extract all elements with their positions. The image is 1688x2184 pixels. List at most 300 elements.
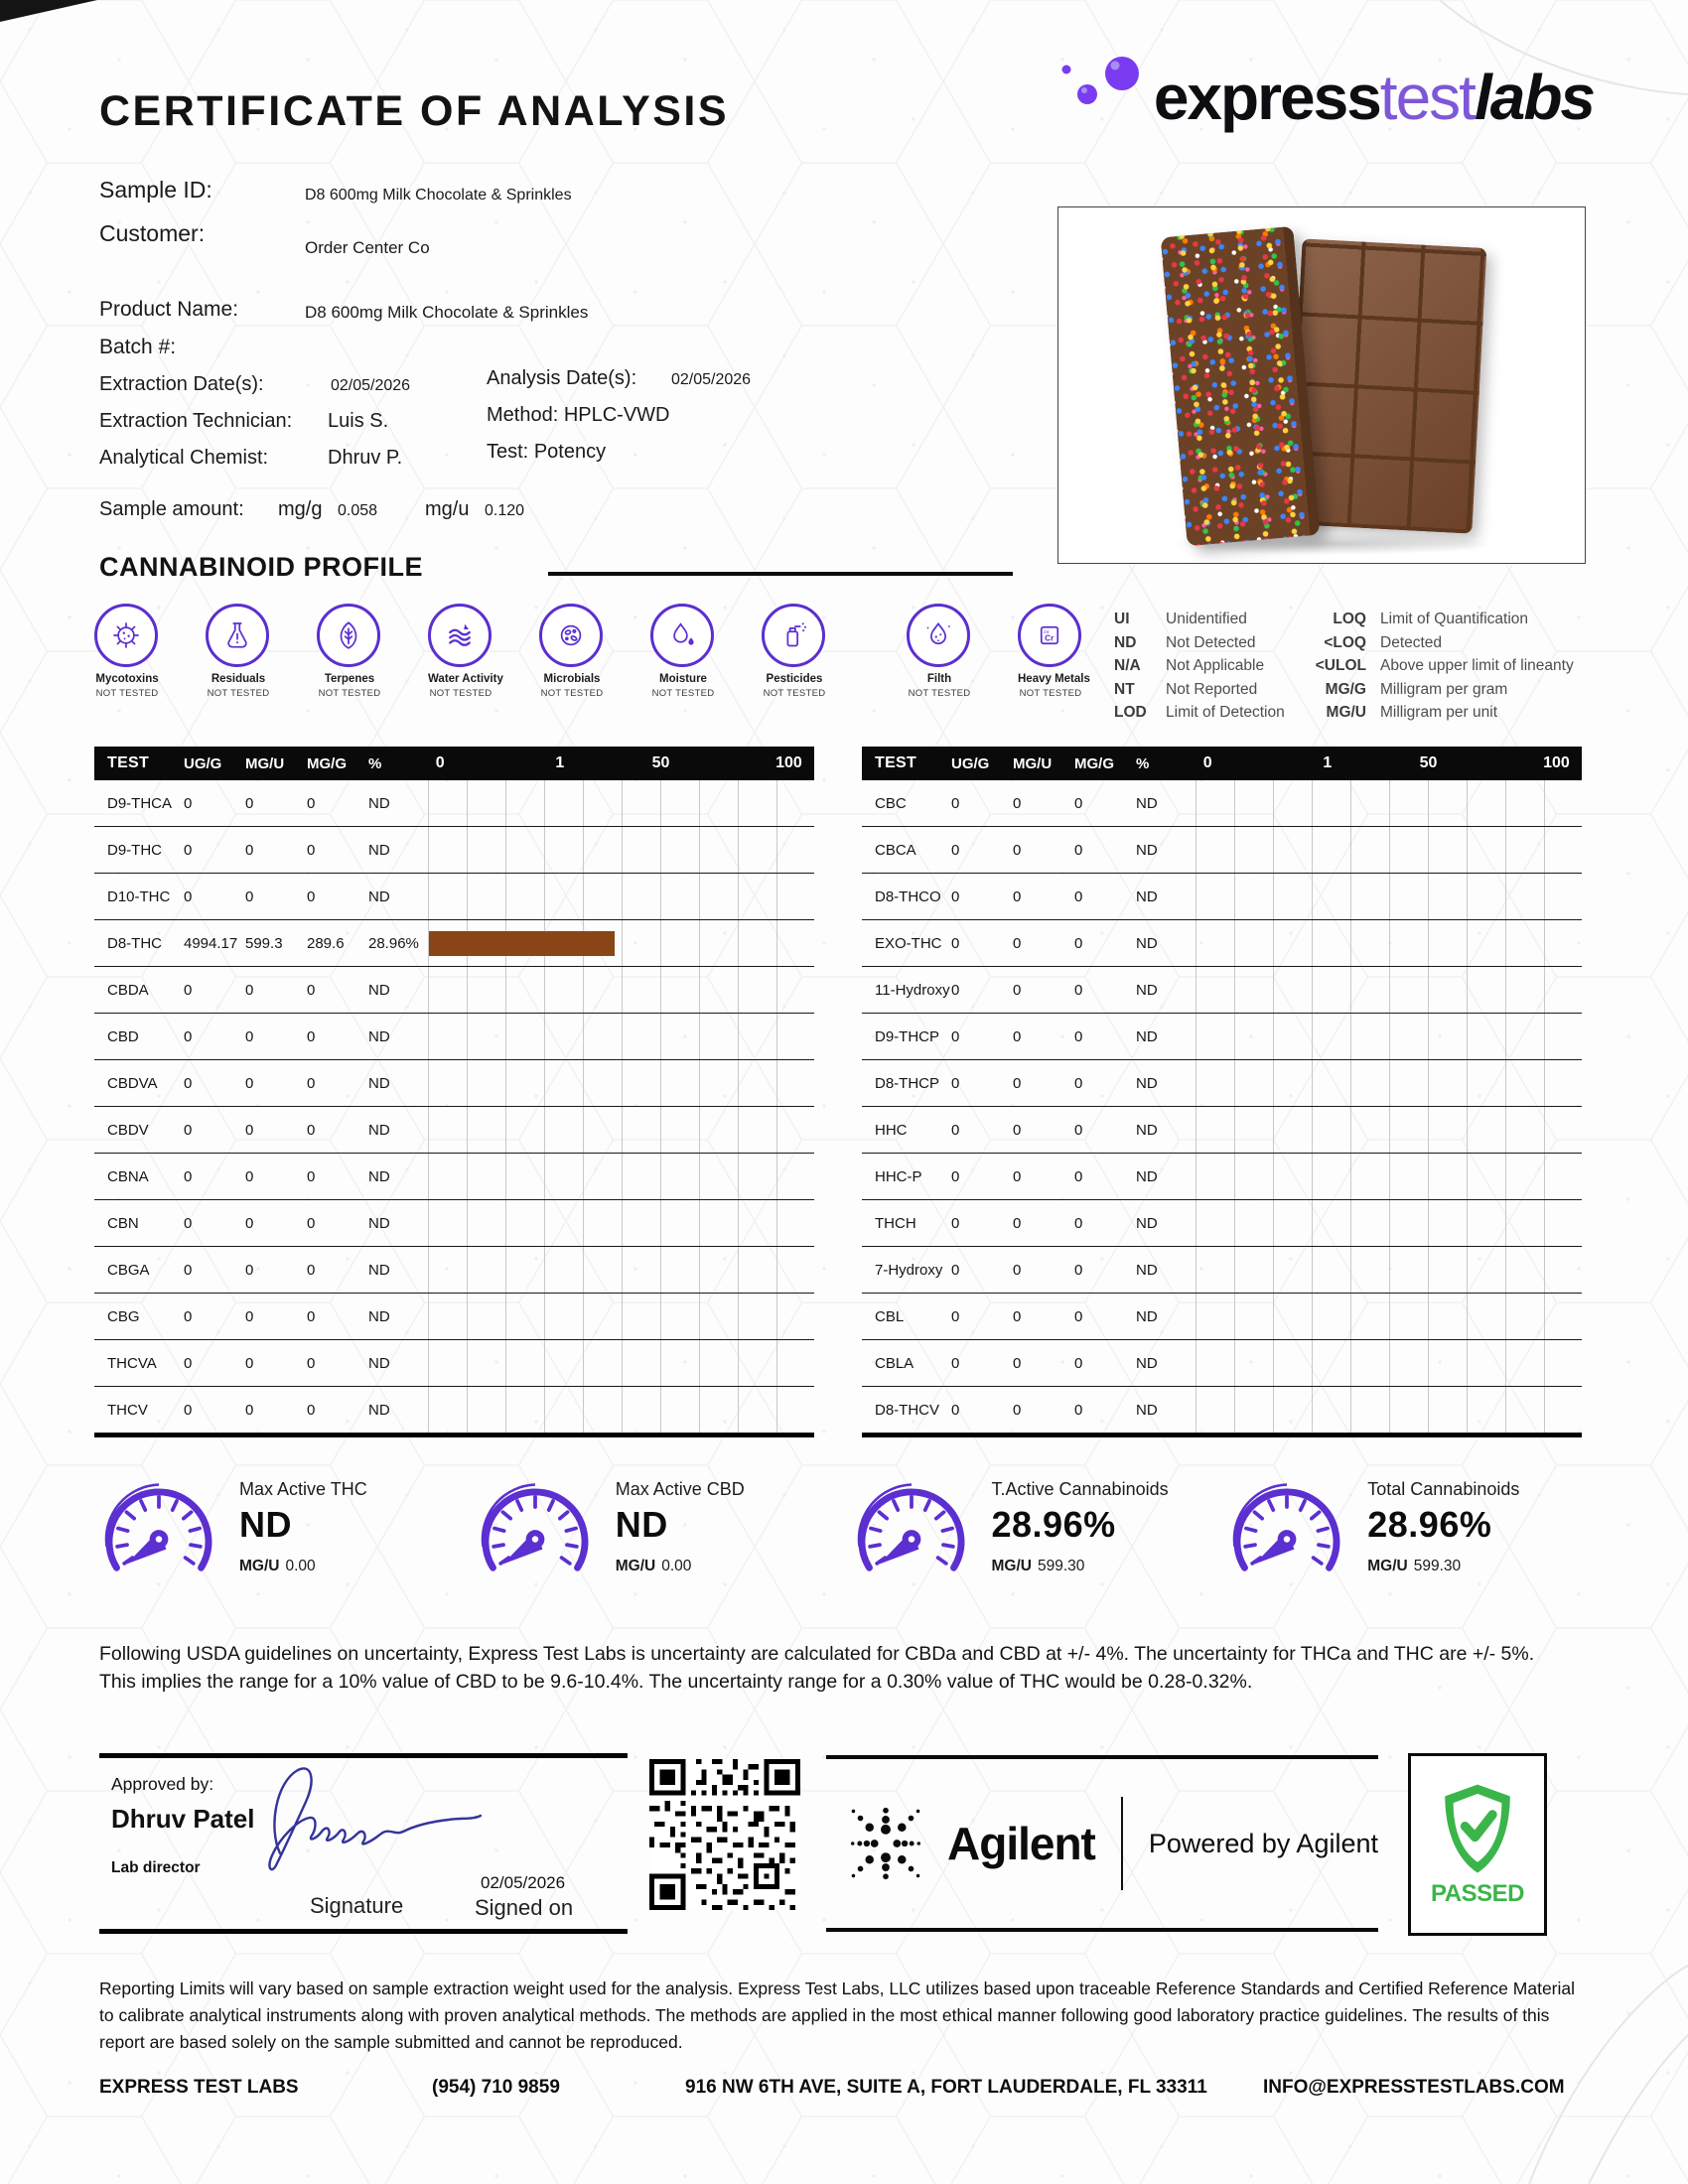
table-row <box>94 920 814 967</box>
profile-icon-residuals: Residuals NOT TESTED <box>206 604 271 699</box>
percent-value: 28.96% <box>368 934 419 952</box>
mgu-value: 0 <box>245 981 254 999</box>
analysis-date-value: 02/05/2026 <box>671 371 752 388</box>
mgu-value: 0 <box>1013 1074 1022 1092</box>
bar-track <box>428 827 814 873</box>
percent-value: ND <box>368 1074 390 1092</box>
moisture-droplets-icon <box>650 604 714 667</box>
mgg-label: mg/g <box>278 498 323 520</box>
legend-desc: Detected <box>1380 633 1443 651</box>
mycotoxins-icon <box>94 604 158 667</box>
method-value: HPLC-VWD <box>563 404 670 426</box>
test-name: CBD <box>107 1027 139 1045</box>
mgg-value: 0 <box>1074 1121 1083 1139</box>
test-name: CBDV <box>107 1121 149 1139</box>
legend-abbr: MG/G <box>1325 680 1366 698</box>
ugg-value: 0 <box>951 1214 960 1232</box>
test-name: EXO-THC <box>875 934 942 952</box>
gauge-value: ND <box>239 1504 292 1545</box>
summary-gauges <box>94 1477 1599 1591</box>
approver-name: Dhruv Patel <box>111 1804 255 1834</box>
result-bar <box>429 931 615 956</box>
percent-value: ND <box>1136 1401 1158 1419</box>
mgg-value: 0 <box>1074 1167 1083 1185</box>
residuals-flask-icon <box>206 604 269 667</box>
ugg-value: 0 <box>184 1027 193 1045</box>
legend-desc: Not Reported <box>1166 680 1258 698</box>
ugg-value: 0 <box>951 1261 960 1279</box>
legend-abbr: LOQ <box>1333 611 1366 627</box>
test-name: CBGA <box>107 1261 150 1279</box>
bar-track <box>428 967 814 1013</box>
bar-track <box>1196 1340 1582 1386</box>
approver-title: Lab director <box>111 1859 201 1876</box>
gauge-unit: MG/U 599.30 <box>991 1558 1085 1574</box>
table-row <box>94 1060 814 1107</box>
legend-item <box>1114 701 1285 725</box>
bar-track <box>1196 1014 1582 1059</box>
percent-value: ND <box>1136 1307 1158 1325</box>
corner-decoration <box>0 0 97 22</box>
mgg-value: 0 <box>1074 1401 1083 1419</box>
gauge-label: Max Active THC <box>239 1479 367 1499</box>
mgg-value: 289.6 <box>307 934 345 952</box>
bar-track <box>1196 1387 1582 1433</box>
bar-track <box>1196 1154 1582 1199</box>
customer-value: Order Center Co <box>305 238 430 257</box>
chemist-label: Analytical Chemist: <box>99 447 269 469</box>
table-row <box>862 1340 1582 1387</box>
mgu-value: 0 <box>1013 1027 1022 1045</box>
legend-abbr: <LOQ <box>1324 633 1366 651</box>
customer-label: Customer: <box>99 220 206 246</box>
bar-track <box>428 1107 814 1153</box>
table-row <box>862 920 1582 967</box>
table-header: TEST UG/G MG/U MG/G % 0 1 50 100 <box>862 747 1582 780</box>
bar-track <box>428 1154 814 1199</box>
signed-on-date: 02/05/2026 <box>481 1873 566 1892</box>
mgu-label: mg/u <box>425 498 470 520</box>
logo-wordmark: expresstestlabs <box>1153 62 1594 133</box>
gauge-unit: MG/U 599.30 <box>1367 1558 1462 1574</box>
extraction-tech-value: Luis S. <box>328 410 389 432</box>
profile-icon-filth: Filth NOT TESTED <box>907 604 972 699</box>
bar-track <box>428 1340 814 1386</box>
bar-track <box>1196 1294 1582 1339</box>
test-name: D10-THC <box>107 887 171 905</box>
test-name: D8-THCV <box>875 1401 940 1419</box>
test-name: CBC <box>875 794 907 812</box>
legend-abbr: NT <box>1114 680 1135 698</box>
mgu-value: 0 <box>245 1121 254 1139</box>
percent-value: ND <box>368 1027 390 1045</box>
cannabinoid-table-left <box>94 747 814 1437</box>
bar-track <box>1196 1060 1582 1106</box>
ugg-value: 0 <box>184 1214 193 1232</box>
gauge-unit: MG/U 0.00 <box>615 1558 692 1574</box>
mgg-value: 0.058 <box>338 502 378 519</box>
chocolate-bar-sprinkles <box>1161 226 1321 546</box>
percent-value: ND <box>368 1214 390 1232</box>
percent-value: ND <box>368 1121 390 1139</box>
ugg-value: 0 <box>951 1401 960 1419</box>
table-body-left <box>94 780 814 1433</box>
legend-item <box>1114 608 1285 631</box>
mgu-value: 0 <box>245 1167 254 1185</box>
table-header: TEST UG/G MG/U MG/G % 0 1 50 100 <box>94 747 814 780</box>
mgu-value: 0 <box>245 1401 254 1419</box>
legend-item <box>1291 631 1574 655</box>
mgg-value: 0 <box>307 794 316 812</box>
bar-track <box>428 1294 814 1339</box>
ugg-value: 0 <box>951 934 960 952</box>
mgu-value: 0 <box>1013 1261 1022 1279</box>
ugg-value: 0 <box>184 1074 193 1092</box>
legend-desc: Above upper limit of lineanty <box>1380 657 1574 674</box>
reporting-limits-note: Reporting Limits will vary based on sample extraction weight used for the analysis. Express Test Labs, LLC utilizes based upon traceable Reference Standards and Certified Reference Material to calibrate analytical instruments along with proven analytical methods. The methods are applied in the most ethical manner following good laboratory practice guidelines. The results of this report are based solely on the sample submitted and cannot be reproduced. <box>99 1979 1576 2053</box>
table-row <box>862 1107 1582 1154</box>
agilent-starburst-icon <box>840 1785 931 1902</box>
mgu-value: 0 <box>245 887 254 905</box>
legend-desc: Limit of Quantification <box>1380 611 1529 627</box>
mgg-value: 0 <box>1074 841 1083 859</box>
mgg-value: 0 <box>1074 934 1083 952</box>
table-row <box>94 1247 814 1294</box>
percent-value: ND <box>1136 887 1158 905</box>
agilent-brand: Agilent <box>947 1818 1095 1869</box>
legend-item <box>1114 631 1285 655</box>
table-row <box>862 1387 1582 1433</box>
legend-item <box>1114 654 1285 678</box>
ugg-value: 0 <box>951 887 960 905</box>
mgg-value: 0 <box>307 1401 316 1419</box>
shield-check-icon <box>1436 1781 1519 1878</box>
percent-value: ND <box>1136 1354 1158 1372</box>
bar-track <box>428 1200 814 1246</box>
table-row <box>94 1014 814 1060</box>
legend-item <box>1114 678 1285 702</box>
test-name: THCV <box>107 1401 148 1419</box>
table-row <box>94 967 814 1014</box>
scale-labels: 0 1 50 100 <box>435 754 802 771</box>
batch-label: Batch #: <box>99 336 177 358</box>
percent-value: ND <box>1136 794 1158 812</box>
legend-column-right <box>1291 608 1574 725</box>
footer-company: EXPRESS TEST LABS <box>99 2077 299 2098</box>
profile-icon-heavy-metals: 24 Cr Heavy Metals NOT TESTED <box>1018 604 1083 699</box>
percent-value: ND <box>1136 1214 1158 1232</box>
table-row <box>94 1387 814 1433</box>
gauge-value: 28.96% <box>991 1504 1116 1545</box>
table-row <box>862 1060 1582 1107</box>
percent-value: ND <box>368 1307 390 1325</box>
test-line <box>487 441 606 464</box>
bar-track <box>1196 1107 1582 1153</box>
ugg-value: 0 <box>184 1167 193 1185</box>
profile-icon-pesticides: Pesticides NOT TESTED <box>762 604 827 699</box>
ugg-value: 0 <box>951 1121 960 1139</box>
mgg-value: 0 <box>307 1121 316 1139</box>
legend-desc: Limit of Detection <box>1166 704 1285 721</box>
test-name: HHC-P <box>875 1167 922 1185</box>
test-name: CBCA <box>875 841 916 859</box>
extraction-tech-label: Extraction Technician: <box>99 410 293 432</box>
profile-icon-water-activity: Water Activity NOT TESTED <box>428 604 493 699</box>
percent-value: ND <box>1136 981 1158 999</box>
bar-track <box>1196 874 1582 919</box>
terpenes-leaf-icon <box>317 604 380 667</box>
mgu-value: 0 <box>1013 1307 1022 1325</box>
gauge-total-cannabinoids <box>1222 1477 1599 1591</box>
mgu-value: 0 <box>245 1261 254 1279</box>
table-row <box>94 1154 814 1200</box>
signature-scribble <box>246 1758 504 1887</box>
table-row <box>862 1014 1582 1060</box>
mgg-value: 0 <box>307 1307 316 1325</box>
percent-value: ND <box>368 1401 390 1419</box>
product-name-value: D8 600mg Milk Chocolate & Sprinkles <box>305 303 589 322</box>
mgu-value: 0 <box>1013 841 1022 859</box>
test-name: D9-THCP <box>875 1027 940 1045</box>
test-name: D8-THCO <box>875 887 941 905</box>
ugg-value: 0 <box>951 1027 960 1045</box>
ugg-value: 0 <box>951 1307 960 1325</box>
test-name: D9-THC <box>107 841 162 859</box>
ugg-value: 0 <box>951 1074 960 1092</box>
percent-value: ND <box>368 981 390 999</box>
legend-column-left <box>1114 608 1285 725</box>
approval-box <box>99 1753 628 1934</box>
legend-abbr: UI <box>1114 611 1130 627</box>
ugg-value: 0 <box>184 1307 193 1325</box>
svg-text:24: 24 <box>1044 630 1050 636</box>
footer-email: INFO@EXPRESSTESTLABS.COM <box>1263 2077 1565 2098</box>
legend-abbr: <ULOL <box>1315 657 1366 674</box>
mgg-value: 0 <box>1074 1027 1083 1045</box>
percent-value: ND <box>1136 1121 1158 1139</box>
bar-track <box>428 874 814 919</box>
profile-icon-microbials: Microbials NOT TESTED <box>539 604 605 699</box>
sample-id-label: Sample ID: <box>99 177 212 203</box>
percent-value: ND <box>1136 1167 1158 1185</box>
chocolate-bar-back <box>1288 238 1487 533</box>
table-row <box>862 1294 1582 1340</box>
mgu-value: 0 <box>245 841 254 859</box>
mgu-value: 0 <box>1013 981 1022 999</box>
bar-track <box>428 1060 814 1106</box>
mgu-value: 0 <box>1013 1354 1022 1372</box>
mgg-value: 0 <box>307 1214 316 1232</box>
table-row <box>94 1200 814 1247</box>
legend-abbr: MG/U <box>1326 704 1366 721</box>
mgu-value: 0 <box>245 1307 254 1325</box>
mgg-value: 0 <box>1074 1354 1083 1372</box>
ugg-value: 0 <box>951 1354 960 1372</box>
legend-desc: Not Detected <box>1166 633 1256 651</box>
table-row <box>862 967 1582 1014</box>
legend-item <box>1291 654 1574 678</box>
test-name: THCH <box>875 1214 916 1232</box>
ugg-value: 0 <box>184 1121 193 1139</box>
test-label: Test: <box>487 441 529 463</box>
ugg-value: 0 <box>184 794 193 812</box>
legend-desc: Unidentified <box>1166 611 1247 627</box>
mgg-value: 0 <box>1074 1074 1083 1092</box>
cannabinoid-profile-heading: CANNABINOID PROFILE <box>99 552 423 582</box>
ugg-value: 0 <box>184 887 193 905</box>
gauge-icon <box>847 1477 976 1591</box>
method-label: Method: <box>487 404 559 426</box>
test-name: THCVA <box>107 1354 157 1372</box>
gauge-label: Total Cannabinoids <box>1367 1479 1520 1499</box>
bar-track <box>428 1014 814 1059</box>
bar-track <box>1196 780 1582 826</box>
page-title: CERTIFICATE OF ANALYSIS <box>99 87 730 135</box>
test-name: 11-Hydroxy <box>875 981 950 999</box>
microbials-petri-icon <box>539 604 603 667</box>
mgg-value: 0 <box>307 1027 316 1045</box>
profile-icon-terpenes: Terpenes NOT TESTED <box>317 604 382 699</box>
bar-track <box>1196 920 1582 966</box>
product-name-label: Product Name: <box>99 298 239 321</box>
mgu-value: 0 <box>245 1027 254 1045</box>
mgg-value: 0 <box>1074 794 1083 812</box>
svg-text:Cr: Cr <box>1045 633 1055 643</box>
ugg-value: 0 <box>184 1354 193 1372</box>
mgg-value: 0 <box>307 1261 316 1279</box>
gauge-icon <box>471 1477 600 1591</box>
sample-amount-label: Sample amount: <box>99 498 244 520</box>
bar-track <box>1196 967 1582 1013</box>
test-name: 7-Hydroxy <box>875 1261 943 1279</box>
table-row <box>94 1294 814 1340</box>
table-row <box>94 874 814 920</box>
agilent-tagline: Powered by Agilent <box>1148 1828 1378 1858</box>
percent-value: ND <box>1136 934 1158 952</box>
mgu-value: 0 <box>245 1354 254 1372</box>
filth-droplet-icon <box>907 604 970 667</box>
percent-value: ND <box>368 887 390 905</box>
bar-track <box>1196 827 1582 873</box>
mgu-value: 0 <box>1013 1214 1022 1232</box>
test-name: HHC <box>875 1121 908 1139</box>
percent-value: ND <box>1136 1261 1158 1279</box>
profile-icon-moisture: Moisture NOT TESTED <box>650 604 716 699</box>
agilent-divider <box>1121 1797 1123 1890</box>
test-name: CBDVA <box>107 1074 158 1092</box>
legend-desc: Not Applicable <box>1166 657 1265 674</box>
signed-on-label: Signed on <box>475 1895 574 1920</box>
mgg-value: 0 <box>1074 981 1083 999</box>
gauge-total-active-cannabinoids <box>847 1477 1223 1591</box>
test-name: CBN <box>107 1214 139 1232</box>
passed-badge <box>1408 1753 1547 1936</box>
table-row <box>94 827 814 874</box>
legend-item <box>1291 608 1574 631</box>
gauge-icon <box>1222 1477 1351 1591</box>
table-row <box>94 1340 814 1387</box>
mgg-value: 0 <box>1074 1307 1083 1325</box>
table-row <box>862 780 1582 827</box>
bar-track <box>428 1387 814 1433</box>
table-row <box>94 780 814 827</box>
legend-abbr: ND <box>1114 633 1137 651</box>
gauge-max-active-thc <box>94 1477 471 1591</box>
gauge-max-active-cbd <box>471 1477 847 1591</box>
mgg-value: 0 <box>1074 1261 1083 1279</box>
qr-code <box>649 1759 800 1910</box>
mgg-value: 0 <box>1074 887 1083 905</box>
gauge-icon <box>94 1477 223 1591</box>
legend-abbr: N/A <box>1114 657 1141 674</box>
legend-abbr: LOD <box>1114 704 1147 721</box>
mgu-value: 0 <box>1013 1121 1022 1139</box>
chemist-value: Dhruv P. <box>328 447 403 469</box>
bar-track <box>1196 1247 1582 1293</box>
bar-track <box>428 780 814 826</box>
mgu-value: 599.3 <box>245 934 283 952</box>
footer-phone: (954) 710 9859 <box>432 2077 560 2098</box>
scale-labels: 0 1 50 100 <box>1202 754 1570 771</box>
signature-label: Signature <box>310 1893 404 1918</box>
ugg-value: 0 <box>951 794 960 812</box>
gauge-unit: MG/U 0.00 <box>239 1558 316 1574</box>
mgg-value: 0 <box>307 1354 316 1372</box>
ugg-value: 0 <box>184 841 193 859</box>
mgu-value: 0 <box>1013 934 1022 952</box>
water-activity-waves-icon <box>428 604 492 667</box>
approved-by-label: Approved by: <box>111 1774 214 1794</box>
table-row <box>862 1154 1582 1200</box>
agilent-block <box>826 1755 1378 1932</box>
percent-value: ND <box>368 1261 390 1279</box>
bar-track <box>428 1247 814 1293</box>
mgg-value: 0 <box>307 981 316 999</box>
percent-value: ND <box>368 794 390 812</box>
mgu-value: 0 <box>245 1074 254 1092</box>
profile-icon-mycotoxins: Mycotoxins NOT TESTED <box>94 604 160 699</box>
ugg-value: 0 <box>184 1261 193 1279</box>
gauge-label: Max Active CBD <box>615 1479 745 1499</box>
percent-value: ND <box>1136 1074 1158 1092</box>
percent-value: ND <box>1136 841 1158 859</box>
table-row <box>862 827 1582 874</box>
uncertainty-note: Following USDA guidelines on uncertainty, Express Test Labs is uncertainty are calculated for CBDa and CBD at +/- 4%. The uncertainty for THCa and THC are +/- 5%. This implies the range for a 10% value of CBD to be 9.6-10.4%. The uncertainty range for a 0.30% value of THC would be 0.28-0.32%. <box>99 1643 1535 1694</box>
gauge-value: ND <box>615 1504 668 1545</box>
ugg-value: 4994.17 <box>184 934 238 952</box>
ugg-value: 0 <box>951 981 960 999</box>
logo-bubbles-icon <box>1055 52 1150 117</box>
mgg-value: 0 <box>307 1167 316 1185</box>
gauge-label: T.Active Cannabinoids <box>991 1479 1169 1499</box>
table-row <box>94 1107 814 1154</box>
pesticides-spray-icon <box>762 604 825 667</box>
mgu-value: 0 <box>245 794 254 812</box>
test-name: D9-THCA <box>107 794 173 812</box>
test-value: Potency <box>533 441 607 463</box>
extraction-date-value: 02/05/2026 <box>331 377 411 394</box>
mgu-value: 0 <box>1013 1167 1022 1185</box>
footer-address: 916 NW 6TH AVE, SUITE A, FORT LAUDERDALE, FL 33311 <box>685 2077 1207 2098</box>
mgg-value: 0 <box>307 1074 316 1092</box>
gauge-value: 28.96% <box>1367 1504 1492 1545</box>
table-row <box>862 1247 1582 1294</box>
product-photo <box>1057 206 1586 564</box>
test-name: D8-THCP <box>875 1074 940 1092</box>
table-body-right <box>862 780 1582 1433</box>
bar-track <box>428 920 814 966</box>
mgu-value: 0.120 <box>485 502 525 519</box>
